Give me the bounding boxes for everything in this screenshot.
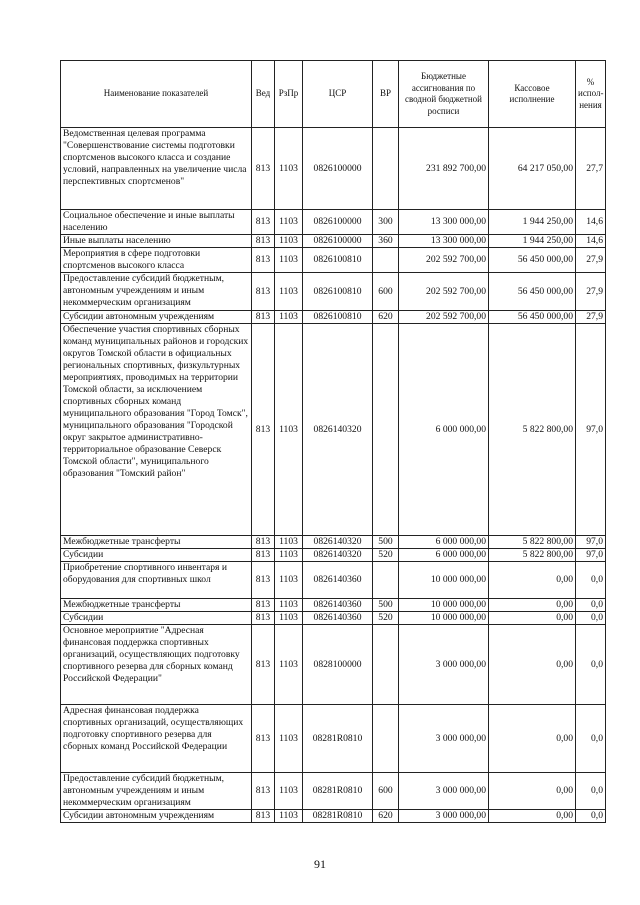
table-row [61, 612, 606, 625]
row-name: Субсидии [61, 549, 252, 562]
row-csr: 08281R0810 [303, 810, 373, 823]
table-row [61, 810, 606, 823]
row-budget: 10 000 000,00 [399, 562, 489, 599]
row-rzpr: 1103 [275, 324, 303, 536]
header-ved: Вед [252, 61, 275, 128]
table-row [61, 311, 606, 324]
row-csr: 0826140360 [303, 612, 373, 625]
row-csr: 0826140320 [303, 549, 373, 562]
row-ved: 813 [252, 599, 275, 612]
row-rzpr: 1103 [275, 536, 303, 549]
row-name: Межбюджетные трансферты [61, 599, 252, 612]
row-csr: 0826100810 [303, 248, 373, 273]
table-row [61, 128, 606, 210]
row-pct: 14,6 [576, 235, 606, 248]
row-rzpr: 1103 [275, 625, 303, 705]
row-budget: 202 592 700,00 [399, 248, 489, 273]
row-name: Субсидии автономным учреждениям [61, 311, 252, 324]
row-name: Мероприятия в сфере подготовки спортсменов высокого класса [61, 248, 252, 273]
header-name: Наименование показателей [61, 61, 252, 128]
row-pct: 14,6 [576, 210, 606, 235]
row-ved: 813 [252, 324, 275, 536]
row-csr: 08281R0810 [303, 705, 373, 773]
row-budget: 202 592 700,00 [399, 311, 489, 324]
row-vr: 600 [373, 273, 399, 311]
row-ved: 813 [252, 773, 275, 810]
row-csr: 0826100810 [303, 273, 373, 311]
table-row [61, 324, 606, 536]
row-csr: 0826140360 [303, 599, 373, 612]
row-csr: 08281R0810 [303, 773, 373, 810]
row-budget: 13 300 000,00 [399, 235, 489, 248]
row-pct: 0,0 [576, 562, 606, 599]
row-rzpr: 1103 [275, 549, 303, 562]
row-cash: 0,00 [489, 705, 576, 773]
row-rzpr: 1103 [275, 773, 303, 810]
row-budget: 6 000 000,00 [399, 549, 489, 562]
row-budget: 202 592 700,00 [399, 273, 489, 311]
row-ved: 813 [252, 210, 275, 235]
table-row [61, 599, 606, 612]
row-ved: 813 [252, 128, 275, 210]
row-name: Адресная финансовая поддержка спортивных организаций, осуществляющих подготовку спортивного резерва для сборных команд Российской Федерации [61, 705, 252, 773]
table-row [61, 235, 606, 248]
row-name: Субсидии [61, 612, 252, 625]
row-cash: 0,00 [489, 625, 576, 705]
row-budget: 10 000 000,00 [399, 599, 489, 612]
row-vr: 620 [373, 311, 399, 324]
row-cash: 1 944 250,00 [489, 210, 576, 235]
row-rzpr: 1103 [275, 599, 303, 612]
row-pct: 0,0 [576, 625, 606, 705]
row-budget: 3 000 000,00 [399, 625, 489, 705]
header-pct: % испол-нения [576, 61, 606, 128]
row-vr: 520 [373, 612, 399, 625]
row-rzpr: 1103 [275, 273, 303, 311]
row-budget: 10 000 000,00 [399, 612, 489, 625]
row-vr [373, 324, 399, 536]
row-name: Ведомственная целевая программа "Совершенствование системы подготовки спортсменов высокого класса и создание условий, направленных на увеличение числа перспективных спортсменов" [61, 128, 252, 210]
row-vr: 360 [373, 235, 399, 248]
row-name: Субсидии автономным учреждениям [61, 810, 252, 823]
row-rzpr: 1103 [275, 128, 303, 210]
row-vr: 620 [373, 810, 399, 823]
row-csr: 0826140320 [303, 324, 373, 536]
row-pct: 0,0 [576, 599, 606, 612]
row-ved: 813 [252, 273, 275, 311]
row-vr: 500 [373, 599, 399, 612]
row-rzpr: 1103 [275, 705, 303, 773]
row-csr: 0826100000 [303, 235, 373, 248]
row-csr: 0828100000 [303, 625, 373, 705]
row-cash: 0,00 [489, 810, 576, 823]
row-pct: 27,9 [576, 273, 606, 311]
table-row [61, 705, 606, 773]
row-ved: 813 [252, 625, 275, 705]
table-row [61, 773, 606, 810]
row-pct: 0,0 [576, 705, 606, 773]
row-pct: 0,0 [576, 810, 606, 823]
row-rzpr: 1103 [275, 562, 303, 599]
row-budget: 3 000 000,00 [399, 705, 489, 773]
row-rzpr: 1103 [275, 210, 303, 235]
row-vr: 500 [373, 536, 399, 549]
row-vr [373, 705, 399, 773]
row-cash: 1 944 250,00 [489, 235, 576, 248]
row-cash: 5 822 800,00 [489, 549, 576, 562]
row-pct: 97,0 [576, 324, 606, 536]
row-cash: 0,00 [489, 612, 576, 625]
row-vr: 600 [373, 773, 399, 810]
row-csr: 0826100810 [303, 311, 373, 324]
row-pct: 0,0 [576, 773, 606, 810]
row-name: Предоставление субсидий бюджетным, автономным учреждениям и иным некоммерческим организациям [61, 273, 252, 311]
row-ved: 813 [252, 536, 275, 549]
row-pct: 27,7 [576, 128, 606, 210]
row-cash: 64 217 050,00 [489, 128, 576, 210]
row-ved: 813 [252, 562, 275, 599]
row-cash: 0,00 [489, 773, 576, 810]
row-name: Межбюджетные трансферты [61, 536, 252, 549]
row-csr: 0826140320 [303, 536, 373, 549]
row-ved: 813 [252, 549, 275, 562]
row-name: Обеспечение участия спортивных сборных команд муниципальных районов и городских округов Томской области в официальных региональных спортивных, физкультурных мероприятиях, проводимых на территории Томской области, за исключением спортивных сборных команд муниципального образования "Город Томск", муниципального образования "Городской округ закрытое административно-территориальное образование Северск Томской области", муниципального образования "Томский район" [61, 324, 252, 536]
row-name: Предоставление субсидий бюджетным, автономным учреждениям и иным некоммерческим организациям [61, 773, 252, 810]
row-vr [373, 248, 399, 273]
row-cash: 56 450 000,00 [489, 273, 576, 311]
table-body [61, 128, 606, 823]
row-ved: 813 [252, 705, 275, 773]
row-budget: 6 000 000,00 [399, 536, 489, 549]
row-vr [373, 128, 399, 210]
header-budget: Бюджетные ассигнования по сводной бюджетной росписи [399, 61, 489, 128]
budget-execution-table [60, 60, 606, 823]
row-rzpr: 1103 [275, 810, 303, 823]
row-vr [373, 625, 399, 705]
table-row [61, 625, 606, 705]
table-row [61, 536, 606, 549]
table-header-row [61, 61, 606, 128]
row-rzpr: 1103 [275, 235, 303, 248]
row-cash: 5 822 800,00 [489, 324, 576, 536]
row-cash: 0,00 [489, 599, 576, 612]
row-budget: 3 000 000,00 [399, 773, 489, 810]
header-cash: Кассовое исполнение [489, 61, 576, 128]
row-rzpr: 1103 [275, 311, 303, 324]
row-cash: 56 450 000,00 [489, 311, 576, 324]
row-budget: 13 300 000,00 [399, 210, 489, 235]
table-row [61, 248, 606, 273]
row-vr: 520 [373, 549, 399, 562]
row-cash: 56 450 000,00 [489, 248, 576, 273]
row-rzpr: 1103 [275, 612, 303, 625]
row-ved: 813 [252, 235, 275, 248]
row-name: Приобретение спортивного инвентаря и оборудования для спортивных школ [61, 562, 252, 599]
row-pct: 97,0 [576, 549, 606, 562]
page-number: 91 [314, 857, 326, 871]
header-vr: ВР [373, 61, 399, 128]
table-row [61, 549, 606, 562]
row-budget: 6 000 000,00 [399, 324, 489, 536]
row-cash: 5 822 800,00 [489, 536, 576, 549]
row-pct: 97,0 [576, 536, 606, 549]
row-cash: 0,00 [489, 562, 576, 599]
row-vr [373, 562, 399, 599]
row-ved: 813 [252, 311, 275, 324]
row-ved: 813 [252, 810, 275, 823]
table-row [61, 210, 606, 235]
row-pct: 27,9 [576, 311, 606, 324]
header-rzpr: РзПр [275, 61, 303, 128]
row-budget: 3 000 000,00 [399, 810, 489, 823]
row-ved: 813 [252, 612, 275, 625]
row-pct: 27,9 [576, 248, 606, 273]
row-pct: 0,0 [576, 612, 606, 625]
row-budget: 231 892 700,00 [399, 128, 489, 210]
row-csr: 0826100000 [303, 210, 373, 235]
table-row [61, 562, 606, 599]
table-row [61, 273, 606, 311]
row-name: Основное мероприятие "Адресная финансовая поддержка спортивных организаций, осуществляющих подготовку спортивного резерва для сборных команд Российской Федерации" [61, 625, 252, 705]
row-name: Социальное обеспечение и иные выплаты населению [61, 210, 252, 235]
row-name: Иные выплаты населению [61, 235, 252, 248]
row-rzpr: 1103 [275, 248, 303, 273]
row-csr: 0826140360 [303, 562, 373, 599]
row-vr: 300 [373, 210, 399, 235]
row-ved: 813 [252, 248, 275, 273]
row-csr: 0826100000 [303, 128, 373, 210]
header-csr: ЦСР [303, 61, 373, 128]
